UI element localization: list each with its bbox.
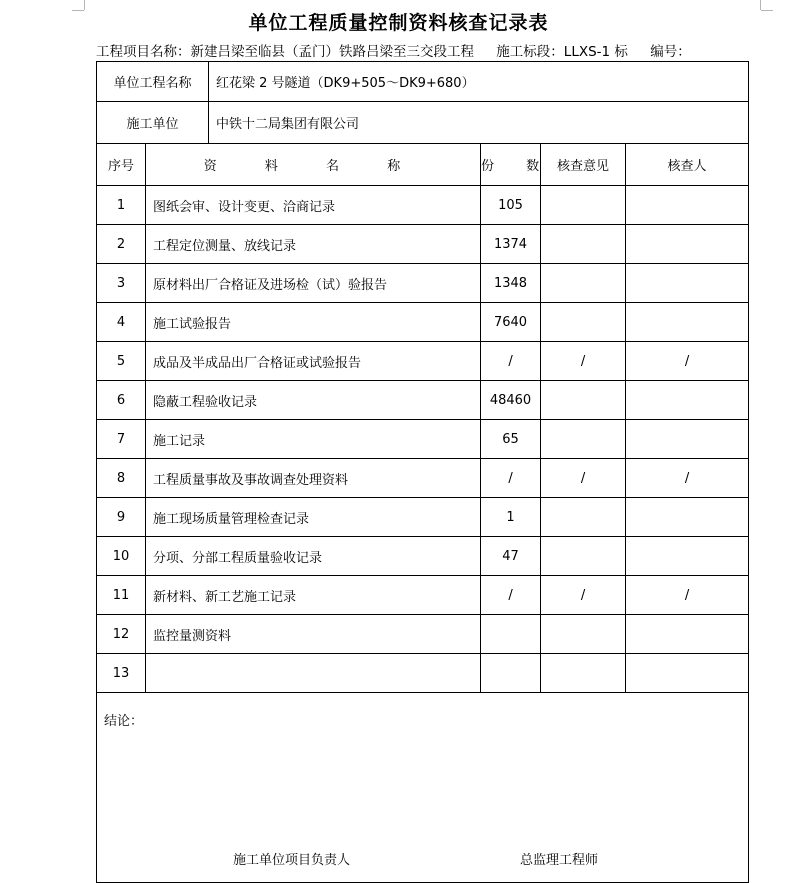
- section-label: 施工标段：LLXS-1 标: [496, 44, 628, 60]
- row-item-name: 施工记录: [146, 420, 481, 459]
- row-count: [481, 615, 541, 654]
- number-label: 编号：: [650, 44, 691, 60]
- row-opinion: [541, 537, 626, 576]
- row-item-name: 新材料、新工艺施工记录: [146, 576, 481, 615]
- row-number: 4: [97, 303, 146, 342]
- contractor-row: [97, 102, 749, 144]
- unit-project-label: 单位工程名称: [97, 62, 209, 102]
- quality-control-table: [96, 61, 749, 883]
- table-row: [97, 576, 749, 615]
- col-header-no: 序号: [97, 144, 146, 186]
- row-opinion: [541, 498, 626, 537]
- row-checker: [626, 381, 749, 420]
- row-count: 1: [481, 498, 541, 537]
- table-row: [97, 420, 749, 459]
- row-checker: [626, 654, 749, 693]
- table-row: [97, 186, 749, 225]
- row-count: 1374: [481, 225, 541, 264]
- row-checker: [626, 186, 749, 225]
- row-item-name: 原材料出厂合格证及进场检（试）验报告: [146, 264, 481, 303]
- row-opinion: /: [541, 576, 626, 615]
- row-number: 13: [97, 654, 146, 693]
- contractor-signer-label: 施工单位项目负责人: [233, 853, 351, 868]
- row-opinion: [541, 381, 626, 420]
- row-item-name: 工程定位测量、放线记录: [146, 225, 481, 264]
- col-header-opinion: 核查意见: [541, 144, 626, 186]
- contractor-label: 施工单位: [97, 102, 209, 144]
- row-checker: [626, 498, 749, 537]
- conclusion-cell: [97, 693, 749, 883]
- row-checker: [626, 537, 749, 576]
- row-item-name: 施工试验报告: [146, 303, 481, 342]
- row-item-name: 隐蔽工程验收记录: [146, 381, 481, 420]
- document-subheader: [96, 40, 709, 60]
- row-opinion: [541, 186, 626, 225]
- conclusion-row: [97, 693, 749, 883]
- row-opinion: [541, 225, 626, 264]
- row-opinion: [541, 420, 626, 459]
- unit-project-value: 红花梁 2 号隧道（DK9+505～DK9+680）: [209, 62, 749, 102]
- row-checker: [626, 420, 749, 459]
- row-number: 9: [97, 498, 146, 537]
- row-checker: [626, 264, 749, 303]
- row-opinion: /: [541, 342, 626, 381]
- row-item-name: 成品及半成品出厂合格证或试验报告: [146, 342, 481, 381]
- row-opinion: [541, 303, 626, 342]
- row-number: 2: [97, 225, 146, 264]
- row-checker: /: [626, 459, 749, 498]
- row-number: 3: [97, 264, 146, 303]
- table-row: [97, 459, 749, 498]
- table-row: [97, 264, 749, 303]
- row-opinion: [541, 654, 626, 693]
- row-item-name: 图纸会审、设计变更、洽商记录: [146, 186, 481, 225]
- row-count: [481, 654, 541, 693]
- unit-project-row: [97, 62, 749, 102]
- row-item-name: 监控量测资料: [146, 615, 481, 654]
- header-row: [97, 144, 749, 186]
- row-checker: /: [626, 342, 749, 381]
- row-count: 1348: [481, 264, 541, 303]
- row-opinion: [541, 264, 626, 303]
- table-row: [97, 615, 749, 654]
- table-row: [97, 342, 749, 381]
- supervisor-signer-label: 总监理工程师: [520, 853, 599, 868]
- row-count: /: [481, 342, 541, 381]
- row-number: 8: [97, 459, 146, 498]
- row-checker: [626, 303, 749, 342]
- row-count: 65: [481, 420, 541, 459]
- col-header-count: 份 数: [481, 144, 541, 186]
- row-count: 47: [481, 537, 541, 576]
- row-number: 11: [97, 576, 146, 615]
- row-count: 7640: [481, 303, 541, 342]
- col-header-name: 资 料 名 称: [146, 144, 481, 186]
- row-item-name: 施工现场质量管理检查记录: [146, 498, 481, 537]
- row-count: /: [481, 459, 541, 498]
- row-count: 105: [481, 186, 541, 225]
- conclusion-label: 结论：: [104, 714, 144, 729]
- row-count: /: [481, 576, 541, 615]
- table-row: [97, 498, 749, 537]
- row-opinion: /: [541, 459, 626, 498]
- row-number: 1: [97, 186, 146, 225]
- table-row: [97, 225, 749, 264]
- table-row: [97, 381, 749, 420]
- document-title: 单位工程质量控制资料核查记录表: [248, 12, 549, 34]
- row-number: 5: [97, 342, 146, 381]
- project-name: 工程项目名称：新建吕梁至临县（孟门）铁路吕梁至三交段工程: [96, 44, 474, 60]
- table-row: [97, 654, 749, 693]
- row-opinion: [541, 615, 626, 654]
- row-item-name: 工程质量事故及事故调查处理资料: [146, 459, 481, 498]
- row-count: 48460: [481, 381, 541, 420]
- contractor-value: 中铁十二局集团有限公司: [209, 102, 749, 144]
- col-header-checker: 核查人: [626, 144, 749, 186]
- table-row: [97, 537, 749, 576]
- table-body: [97, 186, 749, 693]
- row-number: 6: [97, 381, 146, 420]
- row-number: 10: [97, 537, 146, 576]
- row-item-name: [146, 654, 481, 693]
- table-row: [97, 303, 749, 342]
- row-checker: [626, 615, 749, 654]
- row-checker: [626, 225, 749, 264]
- row-number: 7: [97, 420, 146, 459]
- row-checker: /: [626, 576, 749, 615]
- row-item-name: 分项、分部工程质量验收记录: [146, 537, 481, 576]
- row-number: 12: [97, 615, 146, 654]
